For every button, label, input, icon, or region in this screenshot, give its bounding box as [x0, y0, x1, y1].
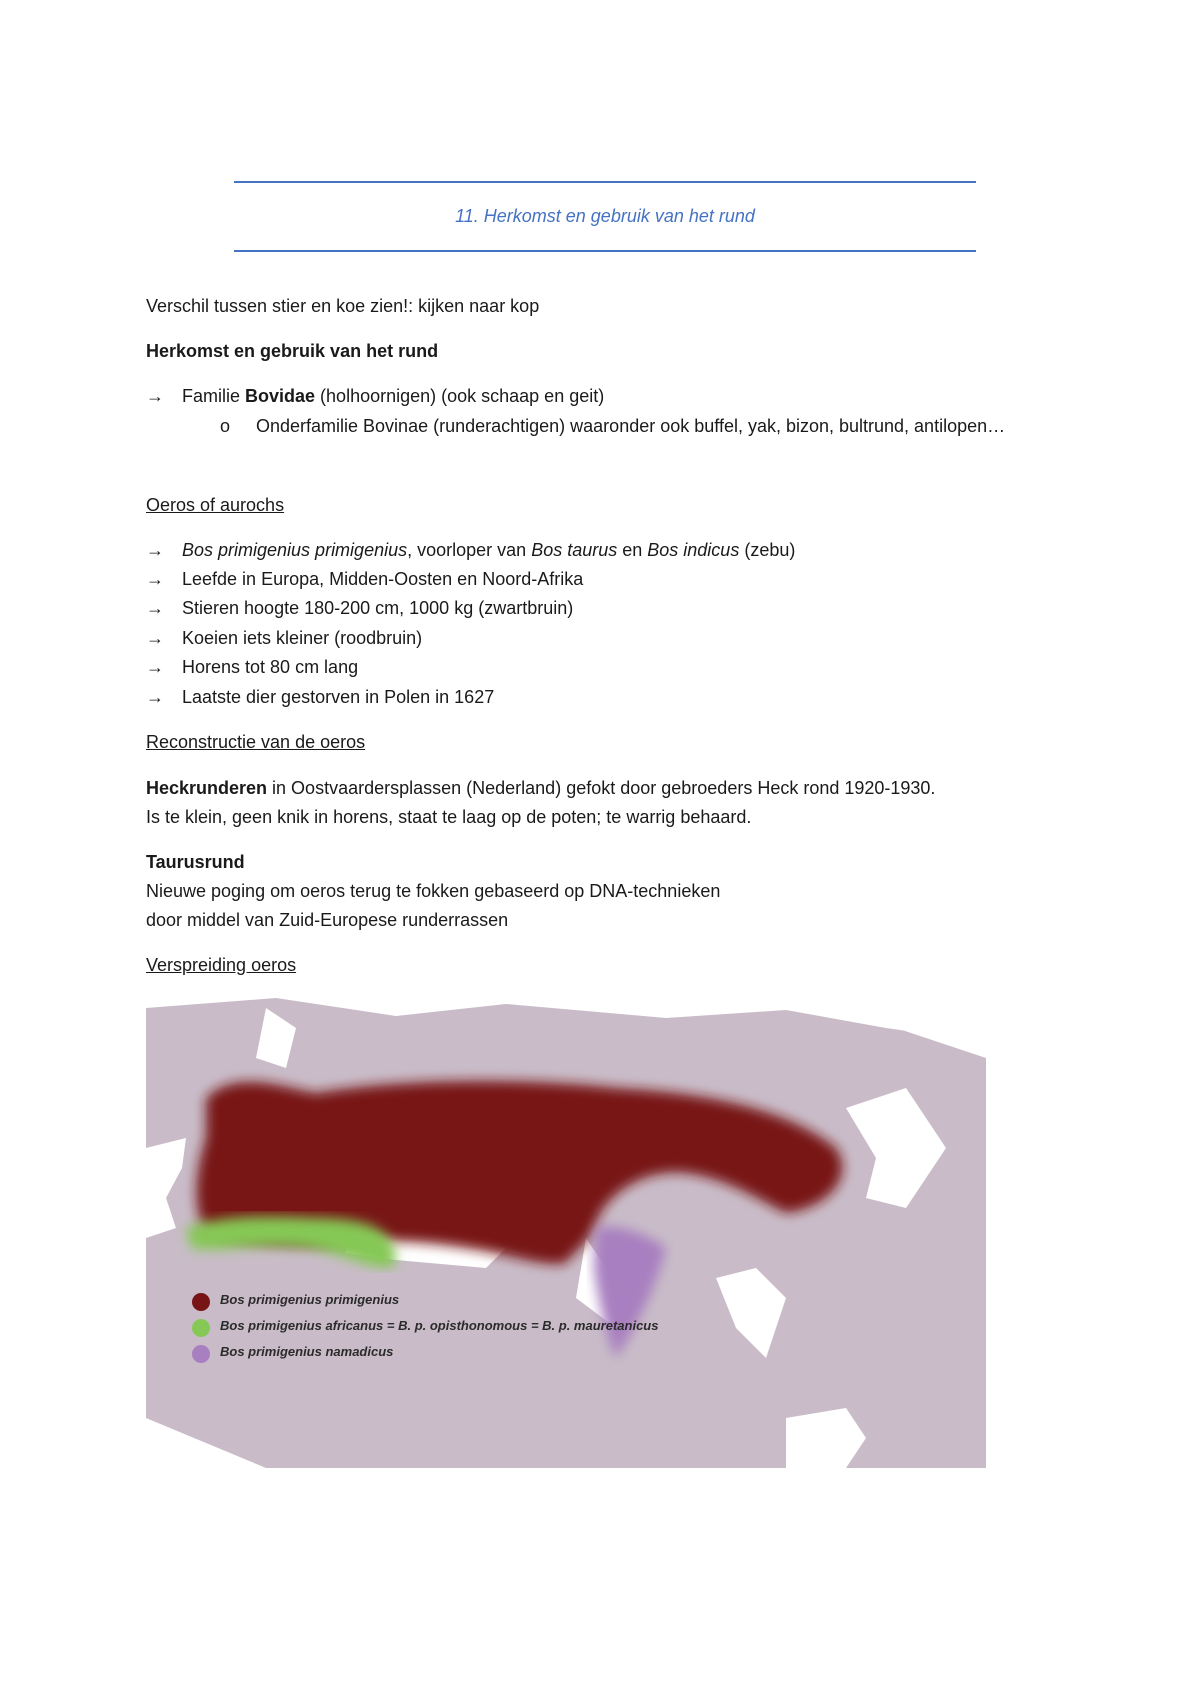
bullet-oeros-1: → Bos primigenius primigenius, voorloper van Bos taurus en Bos indicus (zebu) — [146, 540, 796, 560]
sub-bullet-text: Onderfamilie Bovinae (runderachtigen) waaronder ook buffel, yak, bizon, bultrund, antilopen… — [256, 416, 1006, 436]
bullet-familie: → Familie Bovidae (holhoornigen) (ook schaap en geit) — [146, 386, 605, 406]
legend-dot — [192, 1345, 210, 1363]
taurusrund-line2: door middel van Zuid-Europese runderrassen — [146, 910, 509, 930]
arrow-icon: → — [146, 386, 164, 406]
legend-dot — [192, 1293, 210, 1311]
sub-bullet-marker: o — [220, 416, 231, 436]
heckrunderen-paragraph-line1: Heckrunderen in Oostvaardersplassen (Nederland) gefokt door gebroeders Heck rond 1920-1930. — [146, 778, 936, 798]
arrow-icon: → — [146, 687, 164, 707]
header-rule-bottom — [234, 250, 976, 252]
section-reconstructie-title: Reconstructie van de oeros — [146, 732, 366, 752]
bullet-oeros-4: → Koeien iets kleiner (roodbruin) — [146, 628, 423, 648]
section-herkomst-title: Herkomst en gebruik van het rund — [146, 341, 439, 361]
aurochs-distribution-map: Bos primigenius primigenius Bos primigenius africanus = B. p. opisthonomous = B. p. mauretanicus Bos primigenius namadicus — [146, 998, 986, 1468]
bullet-oeros-6: → Laatste dier gestorven in Polen in 1627 — [146, 687, 495, 707]
arrow-icon: → — [146, 628, 164, 648]
arrow-icon: → — [146, 569, 164, 589]
heckrunderen-paragraph-line2: Is te klein, geen knik in horens, staat te laag op de poten; te warrig behaard. — [146, 807, 752, 827]
section-oeros-title: Oeros of aurochs — [146, 495, 285, 515]
legend-dot — [192, 1319, 210, 1337]
arrow-icon: → — [146, 540, 164, 560]
section-verspreiding-title: Verspreiding oeros — [146, 955, 297, 975]
arrow-icon: → — [146, 657, 164, 677]
bullet-oeros-2: → Leefde in Europa, Midden-Oosten en Noord-Afrika — [146, 569, 584, 589]
arrow-icon: → — [146, 598, 164, 618]
chapter-title: 11. Herkomst en gebruik van het rund — [455, 206, 755, 226]
section-taurusrund-title: Taurusrund — [146, 852, 245, 872]
header-rule-top — [234, 181, 976, 183]
bullet-oeros-3: → Stieren hoogte 180-200 cm, 1000 kg (zwartbruin) — [146, 598, 574, 618]
map-image — [146, 998, 986, 1468]
bullet-oeros-5: → Horens tot 80 cm lang — [146, 657, 359, 677]
taurusrund-line1: Nieuwe poging om oeros terug te fokken gebaseerd op DNA-technieken — [146, 881, 721, 901]
intro-text: Verschil tussen stier en koe zien!: kijken naar kop — [146, 296, 540, 316]
